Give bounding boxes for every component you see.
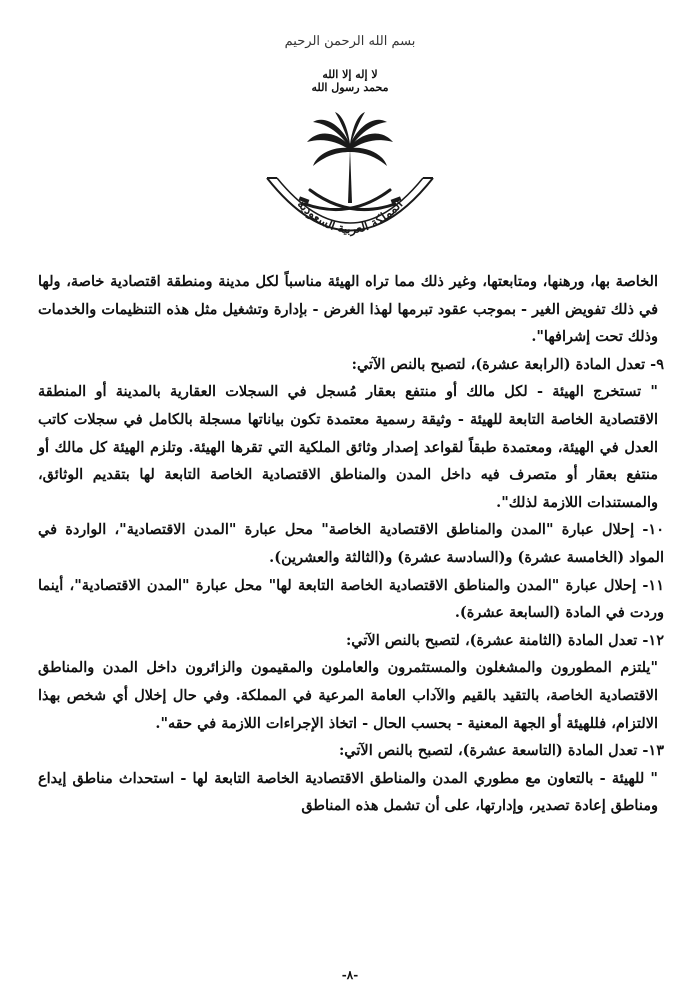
saudi-emblem-icon [255,108,445,258]
clause-9-text: " تستخرج الهيئة - لكل مالك أو منتفع بعقار مُسجل في السجلات العقارية بالمدينة أو المنطقة الاقتصادية الخاصة التابعة للهيئة - وثيقة رسمية معتمدة تكون بياناتها مسجلة بالكامل في سجلات كاتب العدل في الهيئة، ومعتمدة طبقاً لقواعد إصدار وثائق الملكية التي تقرها الهيئة. وتلزم الهيئة كل مالك أو منتفع بعقار أو متصرف فيه داخل المدن والمناطق الاقتصادية الخاصة التابعة لها بتقديم الوثائق، والمستندات اللازمة لذلك". [38,383,658,511]
emblem-ring-text: المملكة العربية السعودية [294,196,406,237]
basmala: بسم الله الرحمن الرحيم [284,34,416,49]
paragraph-continuation: الخاصة بها، ورهنها، ومتابعتها، وغير ذلك مما تراه الهيئة مناسباً لكل مدينة ومنطقة اقتصادية خاصة، ولها في ذلك تفويض الغير - بموجب عقود تبرمها لهذا الغرض - بإدارة وتشغيل مثل هذه التنظيمات والخدمات وذلك تحت إشرافها". [38,273,658,346]
clause-13-heading: ١٣- تعدل المادة (التاسعة عشرة)، لتصبح بالنص الآتي: [338,742,664,760]
shahada-calligraphy [300,68,400,94]
shahada-line-1: لا إله إلا الله [322,68,378,81]
clause-9-heading: ٩- تعدل المادة (الرابعة عشرة)، لتصبح بالنص الآتي: [351,355,664,373]
clause-11: ١١- إحلال عبارة "المدن والمناطق الاقتصادية الخاصة التابعة لها" محل عبارة "المدن الاقتصادية"، أينما وردت في المادة (السابعة عشرة). [38,576,664,622]
body-text [38,268,664,820]
clause-10: ١٠- إحلال عبارة "المدن والمناطق الاقتصادية الخاصة" محل عبارة "المدن الاقتصادية"، الواردة في المواد (الخامسة عشرة) و(السادسة عشرة) و(الثالثة والعشرين). [38,521,664,566]
clause-12-text: "يلتزم المطورون والمشغلون والمستثمرون والعاملون والمقيمون والزائرون داخل المدن والمناطق الاقتصادية الخاصة، بالتقيد بالقيم والآداب العامة المرعية في المملكة. وفي حال إخلال أي شخص بهذا الالتزام، فللهيئة أو الجهة المعنية - بحسب الحال - اتخاذ الإجراءات اللازمة في حقه". [38,659,658,732]
page-number: -٨- [341,968,359,982]
clause-12-heading: ١٢- تعدل المادة (الثامنة عشرة)، لتصبح بالنص الآتي: [345,631,664,649]
svg-text:المملكة العربية السعودية [295,197,406,237]
shahada-line-2: محمد رسول الله [311,81,389,94]
clause-13-text: " للهيئة - بالتعاون مع مطوري المدن والمناطق الاقتصادية الخاصة التابعة لها - استحداث مناطق إيداع ومناطق إعادة تصدير، وإدارتها، على أن تشمل هذه المناطق [38,769,658,815]
